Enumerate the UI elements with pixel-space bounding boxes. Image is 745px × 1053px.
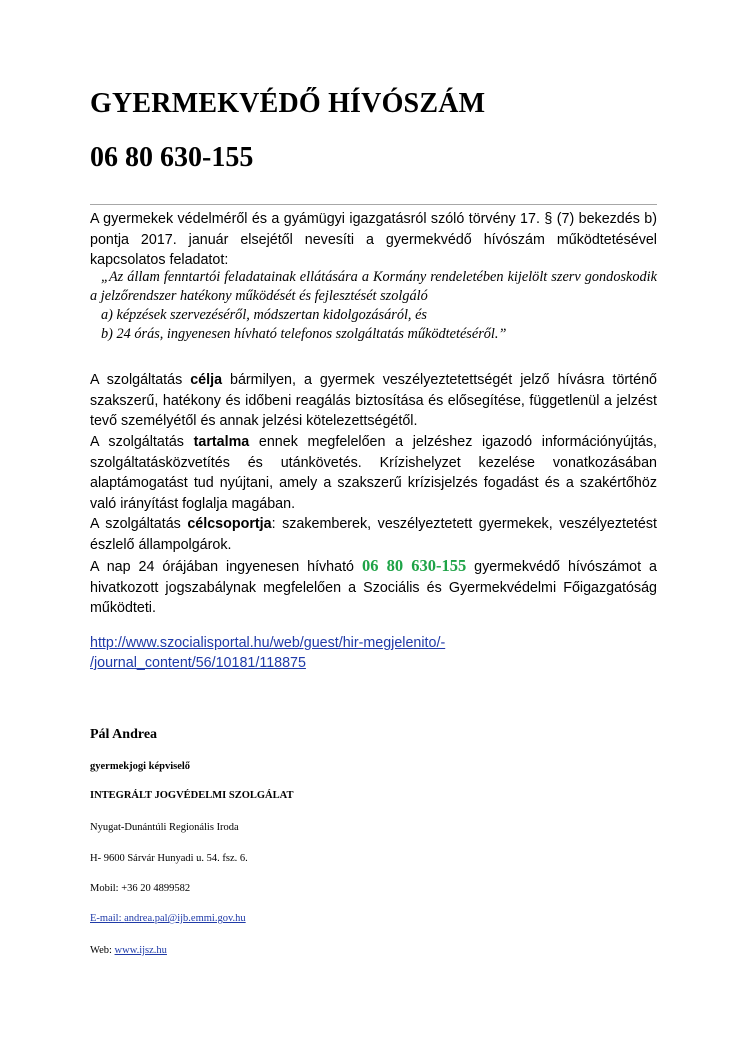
signature-role: gyermekjogi képviselő: [90, 761, 191, 772]
content-paragraph: [90, 432, 657, 514]
quote-item-a: a) képzések szervezéséről, módszertan kidolgozásáról, és: [101, 307, 427, 323]
operation-phone: 06 80 630-155: [361, 556, 467, 575]
signature-email: [90, 913, 246, 924]
web-label: Web:: [90, 945, 115, 956]
source-link-line-1[interactable]: http://www.szocialisportal.hu/web/guest/hir-megjelenito/-: [90, 635, 446, 651]
signature-office: Nyugat-Dunántúli Regionális Iroda: [90, 822, 239, 833]
hotline-number-heading: 06 80 630-155: [90, 142, 254, 173]
signature-web: [90, 945, 167, 956]
purpose-lead: A szolgáltatás: [90, 372, 191, 388]
operation-paragraph: [90, 556, 657, 619]
signature-address: H- 9600 Sárvár Hunyadi u. 54. fsz. 6.: [90, 853, 248, 864]
operation-text: gyermekvédő hívószámot a hivatkozott jogszabálynak megfelelően a Szociális és Gyermekvédelmi Főigazgatóság működteti.: [90, 559, 657, 616]
law-quote: [90, 268, 657, 344]
divider: [90, 204, 657, 205]
signature-name: Pál Andrea: [90, 727, 158, 742]
target-lead: A szolgáltatás: [90, 516, 188, 532]
source-link-line-2[interactable]: /journal_content/56/10181/118875: [90, 655, 306, 671]
purpose-keyword: célja: [190, 372, 223, 388]
content-text: ennek megfelelően a jelzéshez igazodó információnyújtás, szolgáltatásközvetítés és utánkövetés. Krízishelyzet kezelése vonatkozásában alaptámogatást tud nyújtani, amely a szakszerű krízisjelzés fogadást és a szakértőhöz való irányítást foglalja magában.: [90, 434, 657, 512]
purpose-text: bármilyen, a gyermek veszélyeztetettségét jelző hívásra történő szakszerű, hatékony és időbeni reagálás biztosítása és elősegítése, függetlenül a jelzést tevő személyétől és annak jelzési kötelezettségétől.: [90, 372, 657, 429]
email-link[interactable]: andrea.pal@ijb.emmi.gov.hu: [124, 913, 246, 924]
signature-mobile: Mobil: +36 20 4899582: [90, 883, 191, 894]
target-keyword: célcsoportja: [187, 516, 272, 532]
email-label: E-mail:: [90, 913, 125, 924]
content-keyword: tartalma: [193, 434, 250, 450]
signature-organization: INTEGRÁLT JOGVÉDELMI SZOLGÁLAT: [90, 790, 294, 801]
target-paragraph: [90, 514, 657, 555]
intro-paragraph: A gyermekek védelméről és a gyámügyi igazgatásról szóló törvény 17. § (7) bekezdés b) pontja 2017. január elsejétől nevesíti a gyermekvédő hívószám működtetésével kapcsolatos feladatot:: [90, 211, 657, 268]
operation-lead: A nap 24 órájában ingyenesen hívható: [90, 559, 362, 575]
purpose-paragraph: [90, 370, 657, 432]
quote-item-b: b) 24 órás, ingyenesen hívható telefonos szolgáltatás működtetéséről.”: [101, 326, 507, 342]
target-text: : szakemberek, veszélyeztetett gyermekek, veszélyeztetést észlelő állampolgárok.: [90, 516, 657, 553]
source-link[interactable]: [90, 633, 657, 673]
content-lead: A szolgáltatás: [90, 434, 194, 450]
page-title: GYERMEKVÉDŐ HÍVÓSZÁM: [90, 88, 486, 119]
web-link[interactable]: www.ijsz.hu: [114, 945, 167, 956]
quote-text: „Az állam fenntartói feladatainak ellátására a Kormány rendeletében kijelölt szerv gondoskodik a jelzőrendszer hatékony működését és fejlesztését szolgáló: [90, 269, 657, 304]
